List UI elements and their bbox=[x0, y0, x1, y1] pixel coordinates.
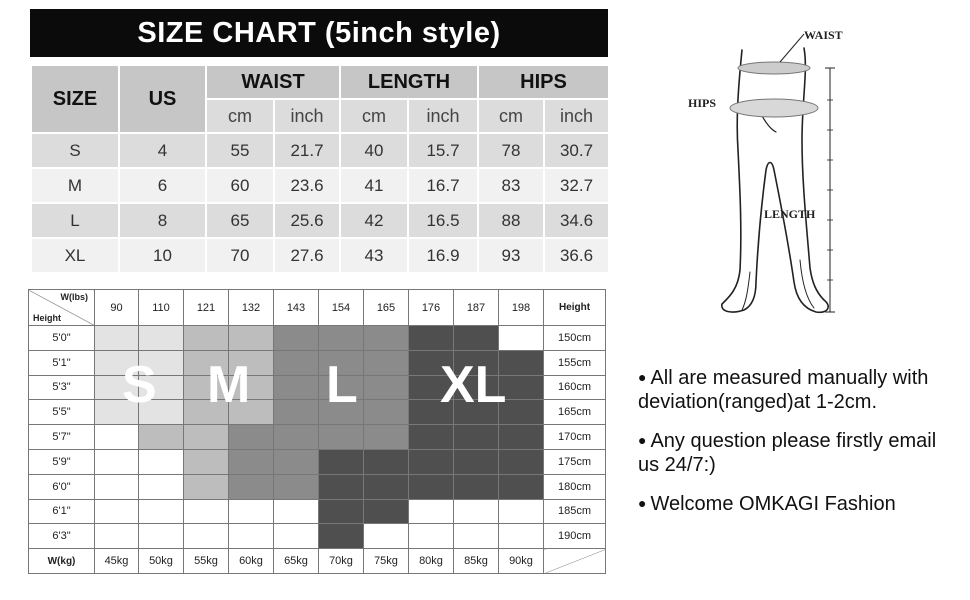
measurement-figure bbox=[680, 20, 870, 320]
bullet-icon: ● bbox=[638, 432, 647, 448]
height-cm-header: Height bbox=[544, 290, 606, 326]
size-label-m: M bbox=[207, 356, 251, 414]
size-cell: 43 bbox=[340, 238, 408, 273]
size-row bbox=[31, 133, 609, 168]
weight-lbs-header: 187 bbox=[454, 290, 499, 326]
size-cell: 70 bbox=[206, 238, 274, 273]
height-cm-label: 165cm bbox=[544, 400, 606, 425]
size-zone-cell bbox=[95, 499, 139, 524]
height-label: 5'1" bbox=[29, 350, 95, 375]
size-cell: 10 bbox=[119, 238, 206, 273]
height-cm-label: 170cm bbox=[544, 425, 606, 450]
weight-kg-label: 50kg bbox=[139, 549, 184, 574]
weight-kg-label: 80kg bbox=[409, 549, 454, 574]
size-zone-cell bbox=[229, 524, 274, 549]
height-label: 6'3" bbox=[29, 524, 95, 549]
size-zone-cell bbox=[499, 425, 544, 450]
size-zone-cell bbox=[364, 449, 409, 474]
weight-lbs-header: 121 bbox=[184, 290, 229, 326]
size-cell: XL bbox=[31, 238, 119, 273]
weight-lbs-header: 198 bbox=[499, 290, 544, 326]
grid-row bbox=[29, 400, 606, 425]
size-cell: 23.6 bbox=[274, 168, 340, 203]
size-zone-cell bbox=[499, 474, 544, 499]
size-zone-cell bbox=[184, 499, 229, 524]
size-zone-cell bbox=[319, 524, 364, 549]
size-cell: 36.6 bbox=[544, 238, 609, 273]
grid-row bbox=[29, 425, 606, 450]
size-cell: 16.5 bbox=[408, 203, 478, 238]
weight-lbs-header: 110 bbox=[139, 290, 184, 326]
height-cm-label: 190cm bbox=[544, 524, 606, 549]
grid-row bbox=[29, 350, 606, 375]
weight-lbs-header: 132 bbox=[229, 290, 274, 326]
size-cell: 30.7 bbox=[544, 133, 609, 168]
size-cell: 21.7 bbox=[274, 133, 340, 168]
size-cell: 6 bbox=[119, 168, 206, 203]
size-cell: 40 bbox=[340, 133, 408, 168]
size-zone-cell bbox=[454, 524, 499, 549]
size-zone-cell bbox=[364, 400, 409, 425]
height-label: 5'0" bbox=[29, 326, 95, 351]
bullet-icon: ● bbox=[638, 369, 647, 385]
bullet-icon: ● bbox=[638, 495, 647, 511]
size-label-s: S bbox=[122, 356, 157, 414]
size-zone-cell bbox=[139, 425, 184, 450]
corner-weight-label: W(lbs) bbox=[60, 292, 88, 302]
size-row bbox=[31, 203, 609, 238]
label-length: LENGTH bbox=[764, 207, 816, 221]
size-cell: 34.6 bbox=[544, 203, 609, 238]
size-cell: 83 bbox=[478, 168, 544, 203]
size-zone-cell bbox=[454, 326, 499, 351]
header-length: LENGTH bbox=[340, 65, 478, 99]
grid-row bbox=[29, 499, 606, 524]
weight-kg-label: 60kg bbox=[229, 549, 274, 574]
size-cell: 42 bbox=[340, 203, 408, 238]
size-cell: 15.7 bbox=[408, 133, 478, 168]
size-cell: L bbox=[31, 203, 119, 238]
size-zone-cell bbox=[499, 499, 544, 524]
size-cell: 25.6 bbox=[274, 203, 340, 238]
grid-row bbox=[29, 375, 606, 400]
size-zone-cell bbox=[364, 326, 409, 351]
label-hips: HIPS bbox=[688, 96, 717, 110]
size-zone-cell bbox=[274, 499, 319, 524]
size-chart-title: SIZE CHART (5inch style) bbox=[30, 9, 608, 57]
weight-kg-label: 65kg bbox=[274, 549, 319, 574]
size-zone-cell bbox=[274, 375, 319, 400]
size-zone-cell bbox=[364, 474, 409, 499]
weight-kg-label: 90kg bbox=[499, 549, 544, 574]
size-cell: 27.6 bbox=[274, 238, 340, 273]
weight-kg-label: 70kg bbox=[319, 549, 364, 574]
size-zone-cell bbox=[319, 449, 364, 474]
size-cell: 55 bbox=[206, 133, 274, 168]
size-zone-cell bbox=[139, 524, 184, 549]
size-row bbox=[31, 238, 609, 273]
unit-inch: inch bbox=[544, 99, 609, 133]
size-zone-cell bbox=[274, 326, 319, 351]
unit-cm: cm bbox=[340, 99, 408, 133]
height-label: 5'3" bbox=[29, 375, 95, 400]
size-zone-cell bbox=[319, 474, 364, 499]
size-cell: 4 bbox=[119, 133, 206, 168]
header-waist: WAIST bbox=[206, 65, 340, 99]
header-us: US bbox=[119, 65, 206, 133]
grid-row bbox=[29, 449, 606, 474]
size-zone-cell bbox=[364, 375, 409, 400]
size-zone-cell bbox=[499, 524, 544, 549]
size-zone-cell bbox=[95, 524, 139, 549]
height-cm-label: 185cm bbox=[544, 499, 606, 524]
size-zone-cell bbox=[95, 449, 139, 474]
header-hips: HIPS bbox=[478, 65, 609, 99]
note-item: ● Any question please firstly email us 24/7:) bbox=[638, 430, 937, 476]
size-zone-cell bbox=[364, 499, 409, 524]
size-zone-cell bbox=[139, 499, 184, 524]
size-zone-cell bbox=[274, 524, 319, 549]
height-cm-label: 150cm bbox=[544, 326, 606, 351]
note-item: ● Welcome OMKAGI Fashion bbox=[638, 493, 896, 515]
size-zone-cell bbox=[95, 425, 139, 450]
size-cell: S bbox=[31, 133, 119, 168]
weight-lbs-header: 90 bbox=[95, 290, 139, 326]
weight-kg-label: 55kg bbox=[184, 549, 229, 574]
grid-row bbox=[29, 326, 606, 351]
unit-cm: cm bbox=[206, 99, 274, 133]
grid-row bbox=[29, 474, 606, 499]
size-zone-cell bbox=[364, 350, 409, 375]
size-zone-cell bbox=[499, 449, 544, 474]
size-zone-cell bbox=[409, 425, 454, 450]
size-zone-cell bbox=[274, 449, 319, 474]
note-item: ● All are measured manually with deviation(ranged)at 1-2cm. bbox=[638, 367, 929, 413]
weight-lbs-header: 165 bbox=[364, 290, 409, 326]
size-zone-cell bbox=[229, 474, 274, 499]
size-zone-cell bbox=[364, 524, 409, 549]
size-cell: 60 bbox=[206, 168, 274, 203]
size-zone-cell bbox=[229, 326, 274, 351]
height-weight-grid bbox=[28, 289, 606, 574]
size-zone-cell bbox=[409, 449, 454, 474]
size-cell: 16.7 bbox=[408, 168, 478, 203]
height-label: 5'5" bbox=[29, 400, 95, 425]
size-cell: 32.7 bbox=[544, 168, 609, 203]
size-zone-cell bbox=[364, 425, 409, 450]
height-label: 6'1" bbox=[29, 499, 95, 524]
height-cm-label: 155cm bbox=[544, 350, 606, 375]
weight-lbs-header: 143 bbox=[274, 290, 319, 326]
size-zone-cell bbox=[454, 499, 499, 524]
unit-inch: inch bbox=[408, 99, 478, 133]
size-zone-cell bbox=[184, 524, 229, 549]
size-table bbox=[30, 64, 610, 274]
height-cm-label: 160cm bbox=[544, 375, 606, 400]
size-zone-cell bbox=[499, 326, 544, 351]
size-zone-cell bbox=[184, 326, 229, 351]
grid-corner bbox=[29, 290, 95, 326]
size-zone-cell bbox=[319, 326, 364, 351]
size-cell: 93 bbox=[478, 238, 544, 273]
size-zone-cell bbox=[139, 474, 184, 499]
size-row bbox=[31, 168, 609, 203]
size-zone-cell bbox=[454, 474, 499, 499]
weight-lbs-header: 176 bbox=[409, 290, 454, 326]
size-zone-cell bbox=[95, 326, 139, 351]
grid-row bbox=[29, 524, 606, 549]
size-zone-cell bbox=[409, 499, 454, 524]
size-zone-cell bbox=[409, 326, 454, 351]
weight-lbs-header: 154 bbox=[319, 290, 364, 326]
size-zone-cell bbox=[184, 425, 229, 450]
header-size: SIZE bbox=[31, 65, 119, 133]
size-zone-cell bbox=[274, 350, 319, 375]
size-zone-cell bbox=[319, 425, 364, 450]
grid-corner-bottom bbox=[544, 549, 606, 574]
label-waist: WAIST bbox=[804, 28, 843, 42]
size-cell: 78 bbox=[478, 133, 544, 168]
weight-kg-label: 85kg bbox=[454, 549, 499, 574]
weight-kg-label: 45kg bbox=[95, 549, 139, 574]
height-label: 5'7" bbox=[29, 425, 95, 450]
size-cell: 88 bbox=[478, 203, 544, 238]
size-zone-cell bbox=[184, 474, 229, 499]
size-cell: 16.9 bbox=[408, 238, 478, 273]
size-zone-cell bbox=[409, 474, 454, 499]
kg-row-label: W(kg) bbox=[29, 549, 95, 574]
height-label: 5'9" bbox=[29, 449, 95, 474]
size-zone-cell bbox=[139, 449, 184, 474]
size-zone-cell bbox=[454, 449, 499, 474]
size-zone-cell bbox=[229, 449, 274, 474]
size-zone-cell bbox=[274, 474, 319, 499]
height-label: 6'0" bbox=[29, 474, 95, 499]
size-zone-cell bbox=[409, 524, 454, 549]
size-cell: 41 bbox=[340, 168, 408, 203]
size-zone-cell bbox=[95, 474, 139, 499]
notes bbox=[638, 365, 958, 530]
size-zone-cell bbox=[454, 425, 499, 450]
size-cell: 8 bbox=[119, 203, 206, 238]
height-cm-label: 175cm bbox=[544, 449, 606, 474]
corner-height-label: Height bbox=[33, 313, 61, 323]
size-zone-cell bbox=[229, 499, 274, 524]
size-zone-cell bbox=[184, 449, 229, 474]
size-zone-cell bbox=[229, 425, 274, 450]
weight-kg-label: 75kg bbox=[364, 549, 409, 574]
unit-cm: cm bbox=[478, 99, 544, 133]
size-cell: M bbox=[31, 168, 119, 203]
height-cm-label: 180cm bbox=[544, 474, 606, 499]
size-label-xl: XL bbox=[440, 356, 507, 414]
size-label-l: L bbox=[326, 356, 358, 414]
size-zone-cell bbox=[139, 326, 184, 351]
size-zone-cell bbox=[319, 499, 364, 524]
shorts-figure-icon bbox=[680, 20, 870, 320]
size-zone-cell bbox=[274, 425, 319, 450]
unit-inch: inch bbox=[274, 99, 340, 133]
size-zone-cell bbox=[274, 400, 319, 425]
size-cell: 65 bbox=[206, 203, 274, 238]
